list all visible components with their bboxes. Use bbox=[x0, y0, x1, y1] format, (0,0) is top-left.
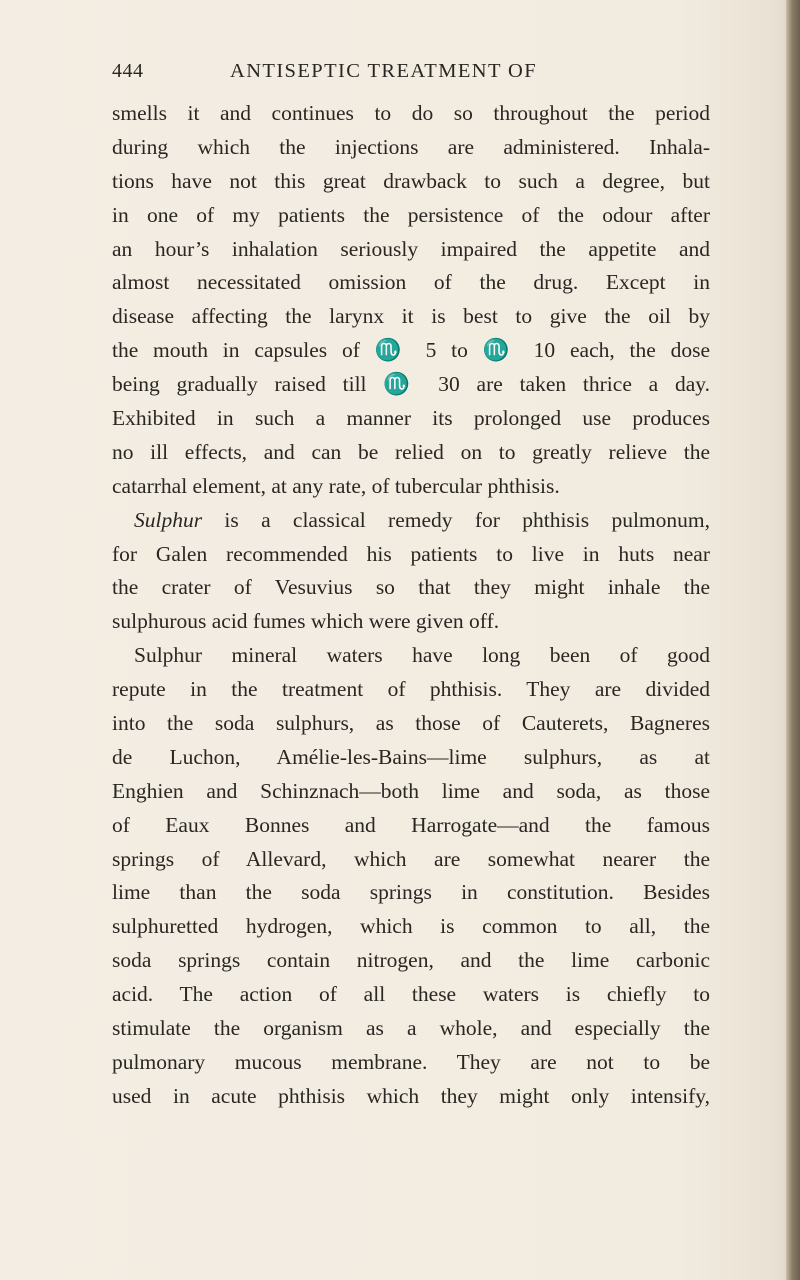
text-line: being gradually raised till ♏ 30 are taken thrice a day. bbox=[112, 372, 710, 397]
text-line: sulphuretted hydrogen, which is common to all, the bbox=[112, 914, 710, 939]
running-title: ANTISEPTIC TREATMENT OF bbox=[230, 60, 538, 82]
text-line: soda springs contain nitrogen, and the lime carbonic bbox=[112, 948, 710, 973]
text-line: smells it and continues to do so throughout the period bbox=[112, 101, 710, 125]
text-line: acid. The action of all these waters is chiefly to bbox=[112, 982, 710, 1007]
text-line: no ill effects, and can be relied on to greatly relieve the bbox=[112, 439, 710, 464]
body-text bbox=[112, 97, 710, 1114]
text-line: of Eaux Bonnes and Harrogate—and the famous bbox=[112, 812, 710, 837]
text-line: sulphurous acid fumes which were given off. bbox=[112, 609, 500, 634]
text-line: for Galen recommended his patients to live in huts near bbox=[112, 541, 710, 566]
text-line: stimulate the organism as a whole, and especially the bbox=[112, 1016, 710, 1041]
text-line: catarrhal element, at any rate, of tubercular phthisis. bbox=[112, 473, 560, 498]
text-line: the mouth in capsules of ♏ 5 to ♏ 10 each, the dose bbox=[112, 338, 710, 363]
sulphur-line-rest: is a classical remedy for phthisis pulmonum, bbox=[202, 507, 710, 532]
text-line: springs of Allevard, which are somewhat nearer the bbox=[112, 846, 710, 871]
paragraph-sulphur-first-line bbox=[112, 504, 710, 538]
text-line: tions have not this great drawback to such a degree, but bbox=[112, 168, 710, 193]
sulphur-italic-term: Sulphur bbox=[134, 507, 203, 532]
text-line: Sulphur mineral waters have long been of good bbox=[134, 643, 710, 668]
text-line: during which the injections are administered. Inhala- bbox=[112, 134, 710, 159]
text-line: pulmonary mucous membrane. They are not to be bbox=[112, 1049, 710, 1074]
text-line: used in acute phthisis which they might only intensify, bbox=[112, 1083, 710, 1108]
text-line: in one of my patients the persistence of the odour after bbox=[112, 202, 710, 227]
text-line: repute in the treatment of phthisis. They are divided bbox=[112, 677, 710, 702]
text-line: Exhibited in such a manner its prolonged use produces bbox=[112, 406, 710, 431]
text-line: de Luchon, Amélie-les-Bains—lime sulphurs, as at bbox=[112, 744, 710, 769]
text-line: the crater of Vesuvius so that they might inhale the bbox=[112, 575, 710, 600]
text-line: disease affecting the larynx it is best to give the oil by bbox=[112, 304, 710, 329]
page-number: 444 bbox=[112, 60, 144, 82]
text-line: Enghien and Schinznach—both lime and soda, as those bbox=[112, 778, 710, 803]
text-line: lime than the soda springs in constitution. Besides bbox=[112, 880, 710, 905]
running-header bbox=[112, 60, 710, 90]
text-line: into the soda sulphurs, as those of Cauterets, Bagneres bbox=[112, 711, 710, 736]
text-line: almost necessitated omission of the drug. Except in bbox=[112, 270, 710, 295]
text-line: an hour’s inhalation seriously impaired the appetite and bbox=[112, 236, 710, 261]
page-edge-shadow bbox=[786, 0, 800, 1280]
